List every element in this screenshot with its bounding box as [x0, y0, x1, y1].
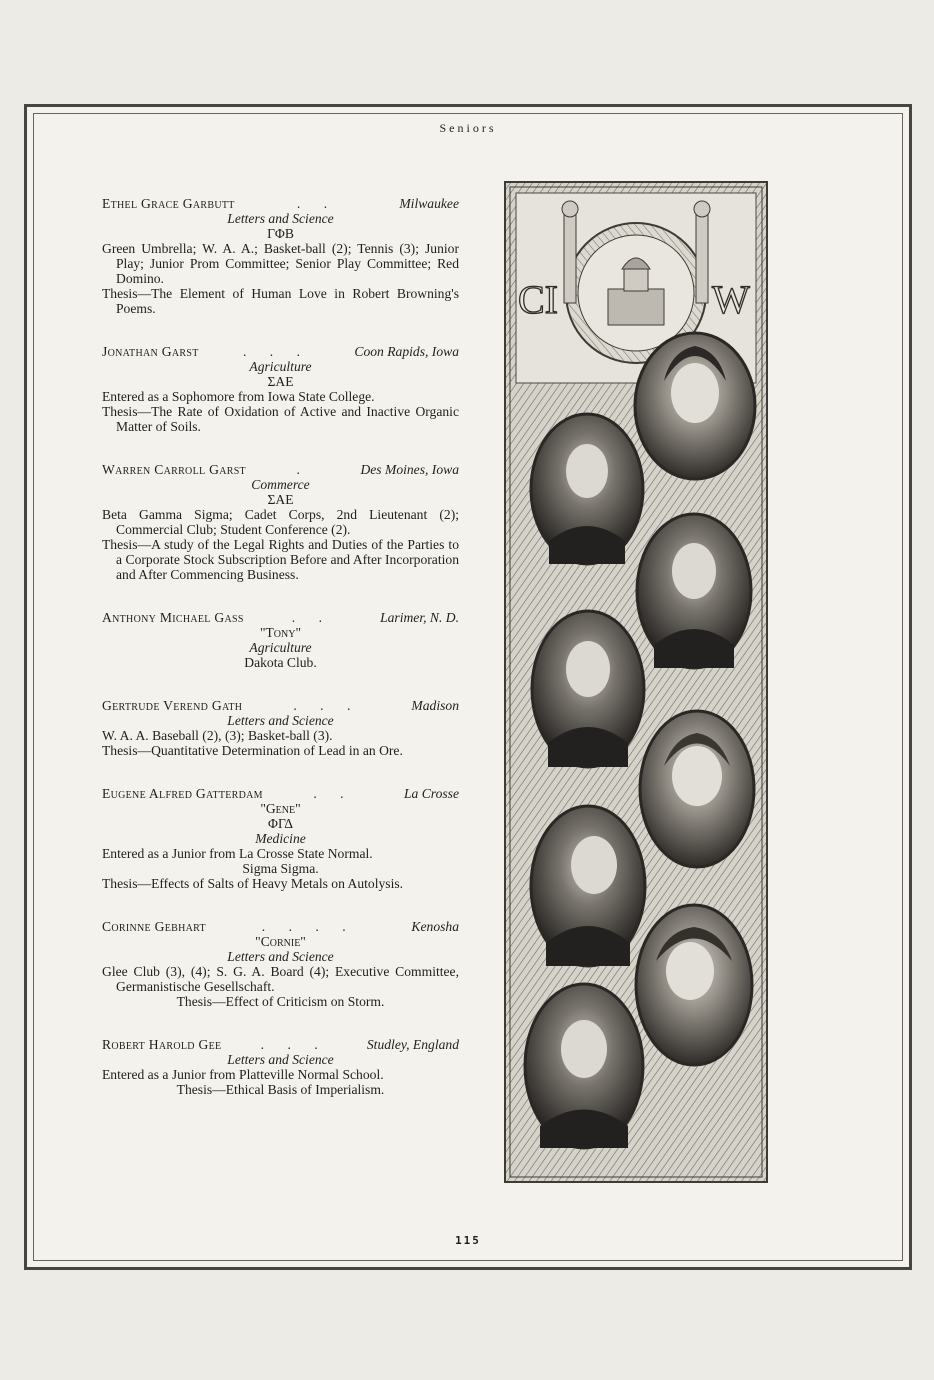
college: Letters and Science: [227, 713, 334, 728]
entry-heading: [102, 344, 459, 359]
activities: Entered as a Sophomore from Iowa State College.: [102, 389, 375, 404]
hometown: Kenosha: [411, 919, 459, 934]
fraternity: ΓΦΒ: [267, 226, 294, 241]
senior-entry: [102, 462, 459, 582]
leader-dots: . . . .: [261, 919, 356, 934]
activities: Green Umbrella; W. A. A.; Basket-ball (2); Tennis (3); Junior Play; Junior Prom Committee; Senior Play Committee; Red Domino.: [102, 241, 459, 286]
senior-name: Anthony Michael Gass: [102, 610, 244, 625]
college: Letters and Science: [227, 949, 334, 964]
portrait-oval: [525, 984, 643, 1148]
activities: Entered as a Junior from La Crosse State Normal.: [102, 846, 373, 861]
thesis: Thesis—A study of the Legal Rights and Duties of the Parties to a Corporate Stock Subscription Before and After Incorporation and After Commencing Business.: [102, 537, 459, 582]
monogram-left: CI: [518, 277, 558, 322]
portrait-oval: [531, 806, 645, 966]
senior-entry: [102, 698, 459, 758]
thesis: Thesis—Ethical Basis of Imperialism.: [176, 1082, 385, 1097]
activities: Dakota Club.: [244, 655, 317, 670]
senior-entry: [102, 610, 459, 670]
senior-entry: [102, 1037, 459, 1097]
leader-dots: . .: [296, 196, 338, 211]
hometown: Milwaukee: [399, 196, 459, 211]
entry-heading: [102, 462, 459, 477]
senior-entry: [102, 786, 459, 891]
senior-name: Eugene Alfred Gatterdam: [102, 786, 263, 801]
senior-name: Gertrude Verend Gath: [102, 698, 243, 713]
leader-dots: . . .: [243, 344, 310, 359]
activities: Glee Club (3), (4); S. G. A. Board (4); Executive Committee, Germanistische Gesellschaft.: [102, 964, 459, 994]
hometown: La Crosse: [403, 786, 459, 801]
portrait-oval: [532, 611, 644, 767]
leader-dots: . . .: [293, 698, 361, 713]
portrait-oval: [531, 414, 643, 564]
entry-heading: [102, 610, 459, 625]
senior-entry: [102, 344, 459, 434]
hometown: Larimer, N. D.: [380, 610, 459, 625]
leader-dots: . .: [291, 610, 332, 625]
college: Letters and Science: [227, 1052, 334, 1067]
entry-heading: [102, 698, 459, 713]
thesis: Thesis—Quantitative Determination of Lead in an Ore.: [102, 743, 403, 758]
college: Agriculture: [249, 359, 312, 374]
portrait-panel: [504, 181, 768, 1183]
senior-name: Ethel Grace Garbutt: [102, 196, 235, 211]
activities: Entered as a Junior from Platteville Normal School.: [102, 1067, 384, 1082]
portrait-oval: [640, 711, 754, 867]
senior-name: Jonathan Garst: [102, 344, 199, 359]
entry-heading: [102, 786, 459, 801]
senior-name: Warren Carroll Garst: [102, 462, 246, 477]
entry-heading: [102, 919, 459, 934]
senior-name: Corinne Gebhart: [102, 919, 206, 934]
portrait-oval: [636, 905, 752, 1065]
running-head: Seniors: [439, 121, 497, 135]
activities: W. A. A. Baseball (2), (3); Basket-ball (3).: [102, 728, 333, 743]
thesis: Thesis—The Element of Human Love in Robert Browning's Poems.: [102, 286, 459, 316]
senior-entries: [102, 196, 459, 1097]
leader-dots: .: [296, 462, 310, 477]
hometown: Studley, England: [366, 1037, 459, 1052]
thesis: Thesis—Effect of Criticism on Storm.: [176, 994, 385, 1009]
hometown: Madison: [411, 698, 459, 713]
portrait-oval: [637, 514, 751, 668]
portrait-oval: [635, 333, 755, 479]
senior-entry: [102, 196, 459, 316]
nickname: "Tony": [259, 625, 302, 640]
college: Letters and Science: [227, 211, 334, 226]
society: Sigma Sigma.: [242, 861, 319, 876]
college: Agriculture: [249, 640, 312, 655]
entry-heading: [102, 196, 459, 211]
hometown: Coon Rapids, Iowa: [354, 344, 459, 359]
thesis: Thesis—Effects of Salts of Heavy Metals on Autolysis.: [102, 876, 404, 891]
activities: Beta Gamma Sigma; Cadet Corps, 2nd Lieutenant (2); Commercial Club; Student Conference (2).: [102, 507, 459, 537]
thesis: Thesis—The Rate of Oxidation of Active and Inactive Organic Matter of Soils.: [102, 404, 459, 434]
page-number: 115: [455, 1234, 481, 1247]
leader-dots: . .: [313, 786, 354, 801]
leader-dots: . . .: [260, 1037, 328, 1052]
senior-name: Robert Harold Gee: [102, 1037, 222, 1052]
fraternity: ΣΑΕ: [267, 492, 294, 507]
entry-heading: [102, 1037, 459, 1052]
college: Medicine: [255, 831, 306, 846]
college: Commerce: [251, 477, 310, 492]
fraternity: ΦΓΔ: [268, 816, 293, 831]
fraternity: ΣΑΕ: [267, 374, 294, 389]
senior-entry: [102, 919, 459, 1009]
monogram-right: W: [712, 277, 750, 322]
nickname: "Gene": [260, 801, 301, 816]
hometown: Des Moines, Iowa: [360, 462, 459, 477]
nickname: "Cornie": [255, 934, 306, 949]
